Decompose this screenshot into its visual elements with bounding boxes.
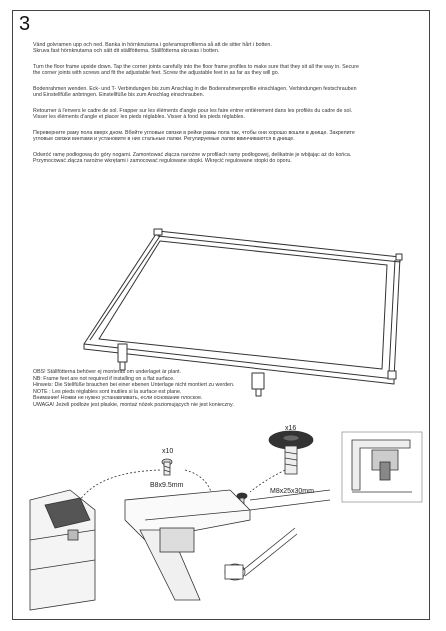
instruction-swedish: Vänd golvramen upp och ned. Banka in hörnknutarna i golvramsprofilerna så att de sitter hårt i botten. Skruva fast hörnknutarna och sätt dit ställfötterna. Ställfötterna skruvas i botten. [33, 42, 272, 55]
foot-spec: M8x25x30mm [270, 488, 314, 495]
foot-quantity: x16 [285, 425, 297, 432]
instruction-french: Retourner à l'envers le cadre de sol. Frapper sur les éléments d'angle pour les faire entrer entièrement dans les profilés du cadre de sol. Visser les éléments d'angle et placer les pieds réglables. Visser à fond les pieds réglables. [33, 108, 353, 121]
notes-block: OBS! Ställfötterna behöver ej monteras om underlaget är plant. NB: Frame feet are not required if installing on a flat surface. Hinweis: Die Stellfüße brauchen bei einer ebenen Unterlage nicht montiert zu werden. NOTE : Les pieds réglables sont inutiles si la surface est plane. Внимание! Ножки не нужно устанавливать, если основание плоское. UWAGA! Jeżeli podłoże jest płaskie, montaż nóżek poziomujących nie jest konieczny. [33, 369, 235, 408]
adjustable-foot-icon [269, 431, 313, 474]
instruction-english: Turn the floor frame upside down. Tap the corner joints carefully into the floor frame profiles to make sure that they sit all the way in. Secure the corner joints with screws and fit the adjustable feet. Screw the adjustable feet in as far as they will go. [33, 64, 359, 77]
screw-icon [162, 459, 172, 475]
instruction-german: Bodenrahmen wenden. Eck- und T- Verbindungen bis zum Anschlag in die Bodenrahmenprofile einschlagen. Verbindungen festschrauben und Einstellfüße anbringen. Einstellfüße bis zum Anschlag einschrauben. [33, 86, 357, 99]
step-number: 3 [19, 13, 31, 35]
screw-quantity: x10 [162, 448, 174, 455]
instruction-polish: Odwróć ramę podłogową do góry nogami. Zamontować złącza narożne w profilach ramy podłogowej, delikatnie je wbijając aż do końca. Przymocować złącza narożne wkrętami i zamocować regulowane stopki. Wkręcić regulowane stopki do oporu. [33, 152, 352, 165]
mallet-icon [225, 528, 297, 580]
screw-spec: B8x9.5mm [150, 482, 184, 489]
instruction-russian: Переверните раму пола вверх дном. Вбейте угловые связки в рейки рамы пола так, чтобы они хорошо вошли в днище. Закрепите угловые связки винтами и установите в них стальные лапки. Регулируемые лапки ввинчиваются в днище. [33, 130, 355, 143]
